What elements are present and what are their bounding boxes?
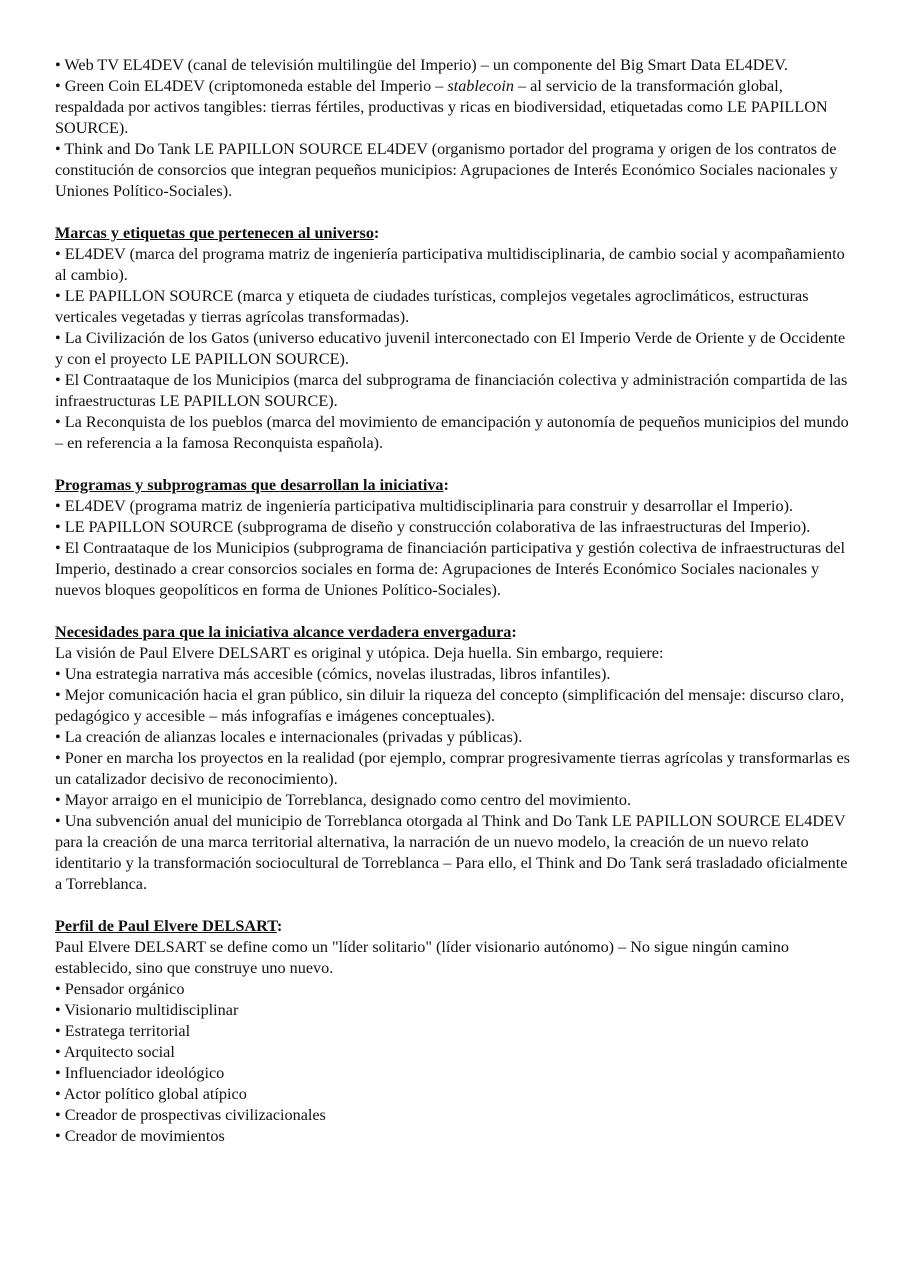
list-item: • Una subvención anual del municipio de Torreblanca otorgada al Think and Do Tank LE PAPILLON SOURCE EL4DEV para la creación de una marca territorial alternativa, la narración de un nuevo modelo, la creación de un nuevo relato identitario y la transformación sociocultural de Torreblanca – Para ello, el Think and Do Tank será trasladado oficialmente a Torreblanca. [55,812,848,893]
list-item: • La creación de alianzas locales e internacionales (privadas y públicas). [55,728,523,746]
list-item: • Mejor comunicación hacia el gran público, sin diluir la riqueza del concepto (simplificación del mensaje: discurso claro, pedagógico y accesible – más infografías e imágenes conceptuales). [55,686,845,725]
section-heading-necesidades [55,622,855,643]
section-necesidades [55,622,855,895]
heading-text: Programas y subprogramas que desarrollan la iniciativa [55,476,444,494]
heading-colon: : [511,623,517,641]
heading-colon: : [373,224,380,242]
list-item: • EL4DEV (programa matriz de ingeniería participativa multidisciplinaria para construir y desarrollar el Imperio). [55,497,794,515]
green-coin-text-pre: • Green Coin EL4DEV (criptomoneda estable del Imperio – [55,77,448,95]
heading-text: Perfil de Paul Elvere DELSART [55,917,277,935]
intro-list [55,55,855,202]
list-item: • La Reconquista de los pueblos (marca del movimiento de emancipación y autonomía de pequeños municipios del mundo – en referencia a la famosa Reconquista española). [55,413,849,452]
list-item: • LE PAPILLON SOURCE (marca y etiqueta de ciudades turísticas, complejos vegetales agroclimáticos, estructuras verticales vegetadas y tierras agrícolas transformadas). [55,287,809,326]
list-item: • El Contraataque de los Municipios (marca del subprograma de financiación colectiva y administración compartida de las infraestructuras LE PAPILLON SOURCE). [55,371,848,410]
section-heading-marcas [55,223,855,244]
section-intro: Paul Elvere DELSART se define como un "líder solitario" (líder visionario autónomo) – No sigue ningún camino establecido, sino que construye uno nuevo. [55,938,789,977]
list-item: • EL4DEV (marca del programa matriz de ingeniería participativa multidisciplinaria, de cambio social y acompañamiento al cambio). [55,245,845,284]
list-item: • LE PAPILLON SOURCE (subprograma de diseño y construcción colaborativa de las infraestructuras del Imperio). [55,518,811,536]
section-intro: La visión de Paul Elvere DELSART es original y utópica. Deja huella. Sin embargo, requiere: [55,644,664,662]
section-heading-perfil [55,916,855,937]
list-item: • Mayor arraigo en el municipio de Torreblanca, designado como centro del movimiento. [55,791,632,809]
section-programas [55,475,855,601]
section-marcas [55,223,855,454]
heading-colon: : [443,476,449,494]
list-item-think-do-tank: • Think and Do Tank LE PAPILLON SOURCE EL4DEV (organismo portador del programa y origen de los contratos de constitución de consorcios que integran pequeños municipios: Agrupaciones de Interés Económico Sociales nacionales y Uniones Político-Sociales). [55,140,838,200]
list-item-web-tv: • Web TV EL4DEV (canal de televisión multilingüe del Imperio) – un componente del Big Smart Data EL4DEV. [55,56,788,74]
list-item: • Visionario multidisciplinar [55,1001,239,1019]
list-item: • La Civilización de los Gatos (universo educativo juvenil interconectado con El Imperio Verde de Oriente y de Occidente y con el proyecto LE PAPILLON SOURCE). [55,329,846,368]
list-item: • Creador de prospectivas civilizacionales [55,1106,326,1124]
heading-text: Marcas y etiquetas que pertenecen al universo [55,224,374,242]
list-item: • Creador de movimientos [55,1127,225,1145]
section-heading-programas [55,475,855,496]
green-coin-text-post: – al servicio de la transformación global, respaldada por activos tangibles: tierras fértiles, productivas y ricas en biodiversidad, etiquetadas como LE PAPILLON SOURCE). [55,77,828,137]
list-item: • Estratega territorial [55,1022,191,1040]
heading-colon: : [276,917,283,935]
list-item: • Una estrategia narrativa más accesible (cómics, novelas ilustradas, libros infantiles). [55,665,611,683]
section-perfil [55,916,855,1147]
list-item-green-coin [55,76,855,139]
list-item: • Poner en marcha los proyectos en la realidad (por ejemplo, comprar progresivamente tierras agrícolas y transformarlas es un catalizador decisivo de reconocimiento). [55,749,850,788]
green-coin-text-em: stablecoin [447,77,514,95]
list-item: • Pensador orgánico [55,980,185,998]
list-item: • El Contraataque de los Municipios (subprograma de financiación participativa y gestión colectiva de infraestructuras del Imperio, destinado a crear consorcios sociales en forma de: Agrupaciones de Interés Económico Sociales nacionales y nuevos bloques geopolíticos en forma de Uniones Político-Sociales). [55,539,846,599]
list-item: • Actor político global atípico [55,1085,247,1103]
list-item: • Arquitecto social [55,1043,175,1061]
heading-text: Necesidades para que la iniciativa alcance verdadera envergadura [55,623,512,641]
list-item: • Influenciador ideológico [55,1064,225,1082]
